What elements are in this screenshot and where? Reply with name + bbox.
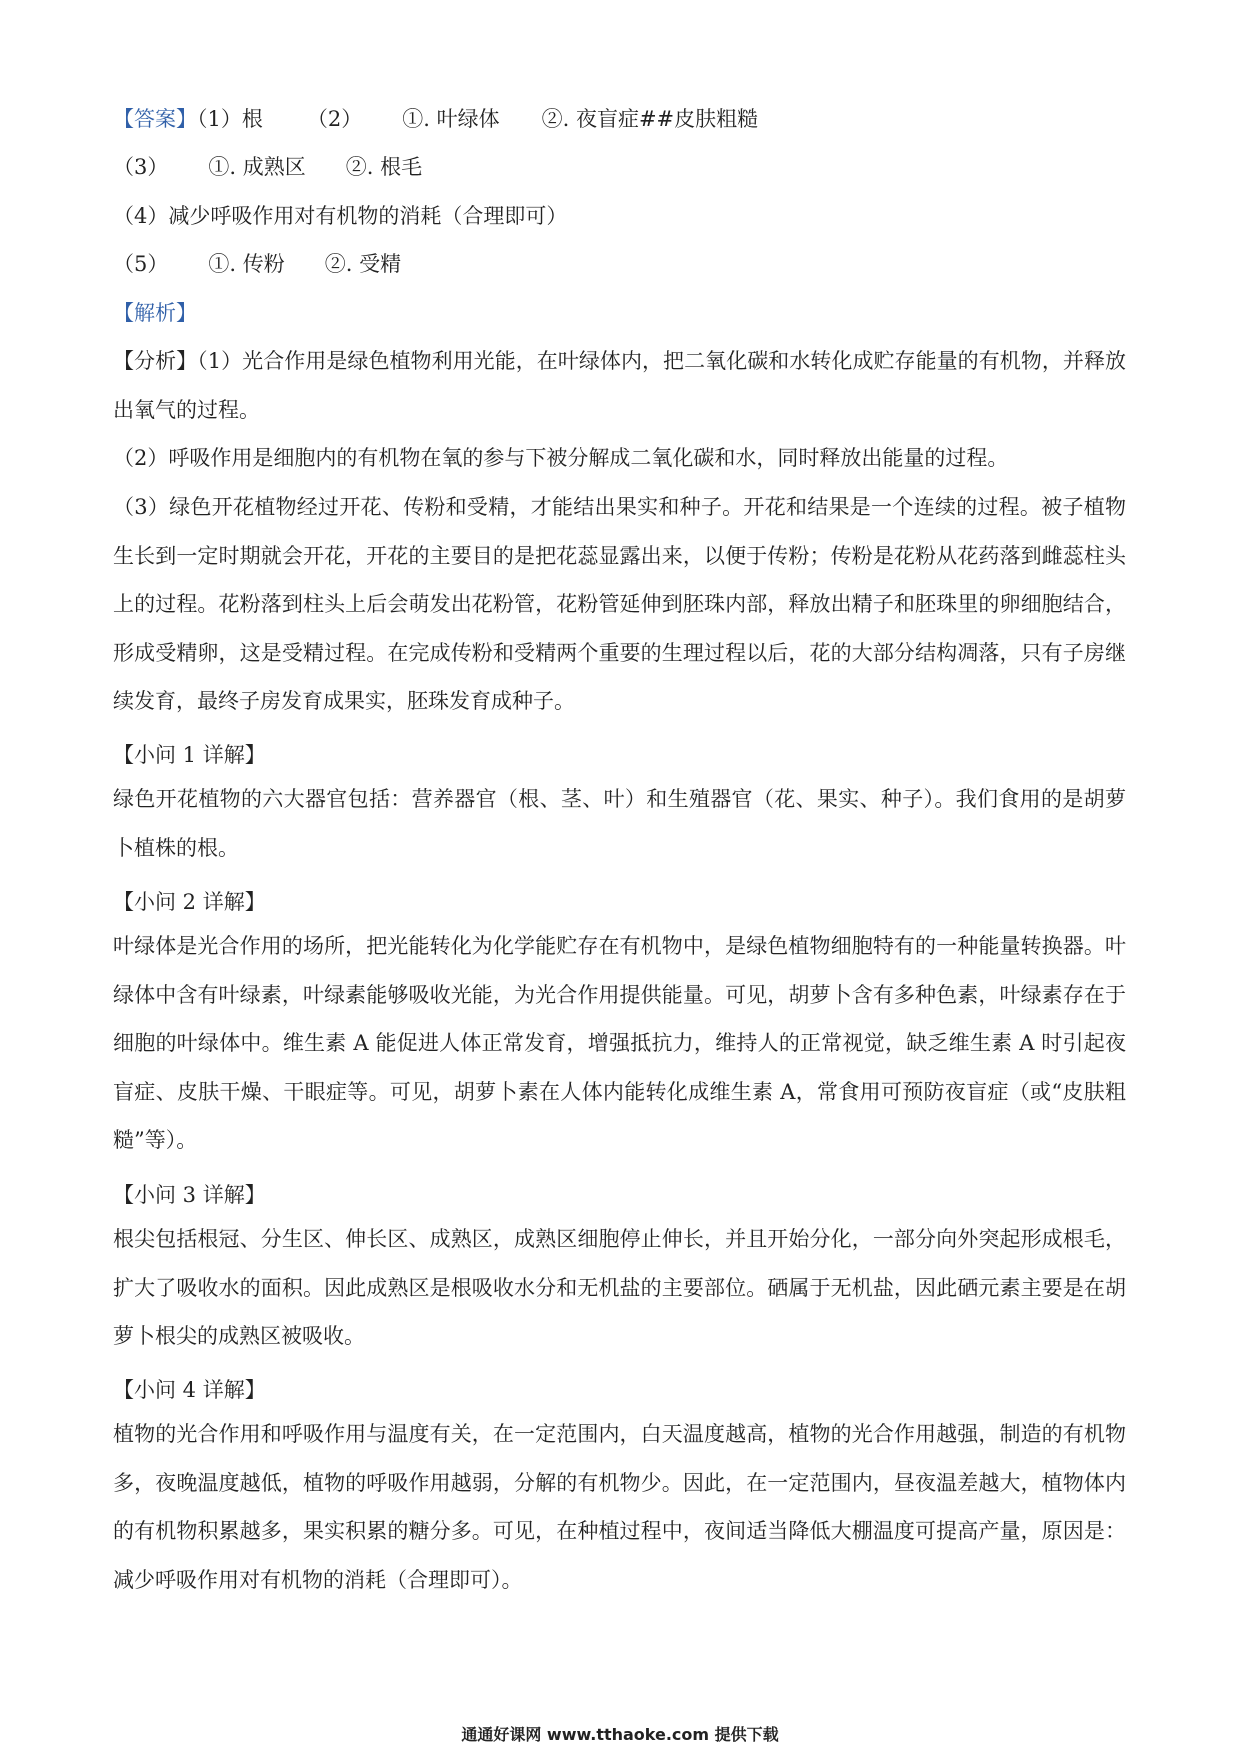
- answer-q3-a: ①. 成熟区: [208, 155, 306, 179]
- answer-q5-label: （5）: [113, 252, 169, 276]
- q4-text: 植物的光合作用和呼吸作用与温度有关，在一定范围内，白天温度越高，植物的光合作用越强，制造的有机物多，夜晚温度越低，植物的呼吸作用越弱，分解的有机物少。因此，在一定范围内，昼夜温差越大，植物体内的有机物积累越多，果实积累的糖分多。可见，在种植过程中，夜间适当降低大棚温度可提高产量，原因是：减少呼吸作用对有机物的消耗（合理即可）。: [113, 1422, 1126, 1592]
- answer-q3-label: （3）: [113, 155, 169, 179]
- q2-heading: 【小问 2 详解】: [113, 890, 266, 914]
- answer-line-3: （4）减少呼吸作用对有机物的消耗（合理即可）: [113, 204, 568, 228]
- analysis-tag: 【解析】: [113, 301, 197, 325]
- answer-line-4: [113, 249, 401, 279]
- analysis-paragraph-1: 【分析】（1）光合作用是绿色植物利用光能，在叶绿体内，把二氧化碳和水转化成贮存能量的有机物，并释放出氧气的过程。: [113, 349, 1126, 422]
- answer-q2-b: ②. 夜盲症##皮肤粗糙: [541, 107, 759, 131]
- answer-q2-label: （2）: [306, 107, 363, 131]
- answer-q5-b: ②. 受精: [324, 252, 402, 276]
- page-footer: 通通好课网 www.tthaoke.com 提供下载: [461, 1725, 779, 1744]
- q1-heading: 【小问 1 详解】: [113, 743, 266, 767]
- answer-q3-b: ②. 根毛: [345, 155, 423, 179]
- q4-heading: 【小问 4 详解】: [113, 1378, 266, 1402]
- q3-text: 根尖包括根冠、分生区、伸长区、成熟区，成熟区细胞停止伸长，并且开始分化，一部分向外突起形成根毛，扩大了吸收水的面积。因此成熟区是根吸收水分和无机盐的主要部位。硒属于无机盐，因此硒元素主要是在胡萝卜根尖的成熟区被吸收。: [113, 1227, 1126, 1349]
- analysis-paragraph-2: （2）呼吸作用是细胞内的有机物在氧的参与下被分解成二氧化碳和水，同时释放出能量的过程。: [113, 446, 1009, 470]
- answer-q5-a: ①. 传粉: [208, 252, 285, 276]
- q1-text: 绿色开花植物的六大器官包括：营养器官（根、茎、叶）和生殖器官（花、果实、种子）。我们食用的是胡萝卜植株的根。: [113, 787, 1126, 860]
- answer-line-2: [113, 152, 422, 182]
- answer-line-1: [113, 104, 758, 134]
- answer-q2-a: ①. 叶绿体: [402, 107, 500, 131]
- q2-text: 叶绿体是光合作用的场所，把光能转化为化学能贮存在有机物中，是绿色植物细胞特有的一种能量转换器。叶绿体中含有叶绿素，叶绿素能够吸收光能，为光合作用提供能量。可见，胡萝卜含有多种色素，叶绿素存在于细胞的叶绿体中。维生素 A 能促进人体正常发育，增强抵抗力，维持人的正常视觉，缺乏维生素 A 时引起夜盲症、皮肤干燥、干眼症等。可见，胡萝卜素在人体内能转化成维生素 A，常食用可预防夜盲症（或“皮肤粗糙”等）。: [113, 934, 1126, 1153]
- answer-tag: 【答案】: [113, 107, 197, 131]
- analysis-paragraph-3: （3）绿色开花植物经过开花、传粉和受精，才能结出果实和种子。开花和结果是一个连续的过程。被子植物生长到一定时期就会开花，开花的主要目的是把花蕊显露出来，以便于传粉；传粉是花粉从花药落到雌蕊柱头上的过程。花粉落到柱头上后会萌发出花粉管，花粉管延伸到胚珠内部，释放出精子和胚珠里的卵细胞结合，形成受精卵，这是受精过程。在完成传粉和受精两个重要的生理过程以后，花的大部分结构凋落，只有子房继续发育，最终子房发育成果实，胚珠发育成种子。: [113, 495, 1126, 714]
- answer-q1: （1）根: [197, 107, 263, 131]
- q3-heading: 【小问 3 详解】: [113, 1183, 266, 1207]
